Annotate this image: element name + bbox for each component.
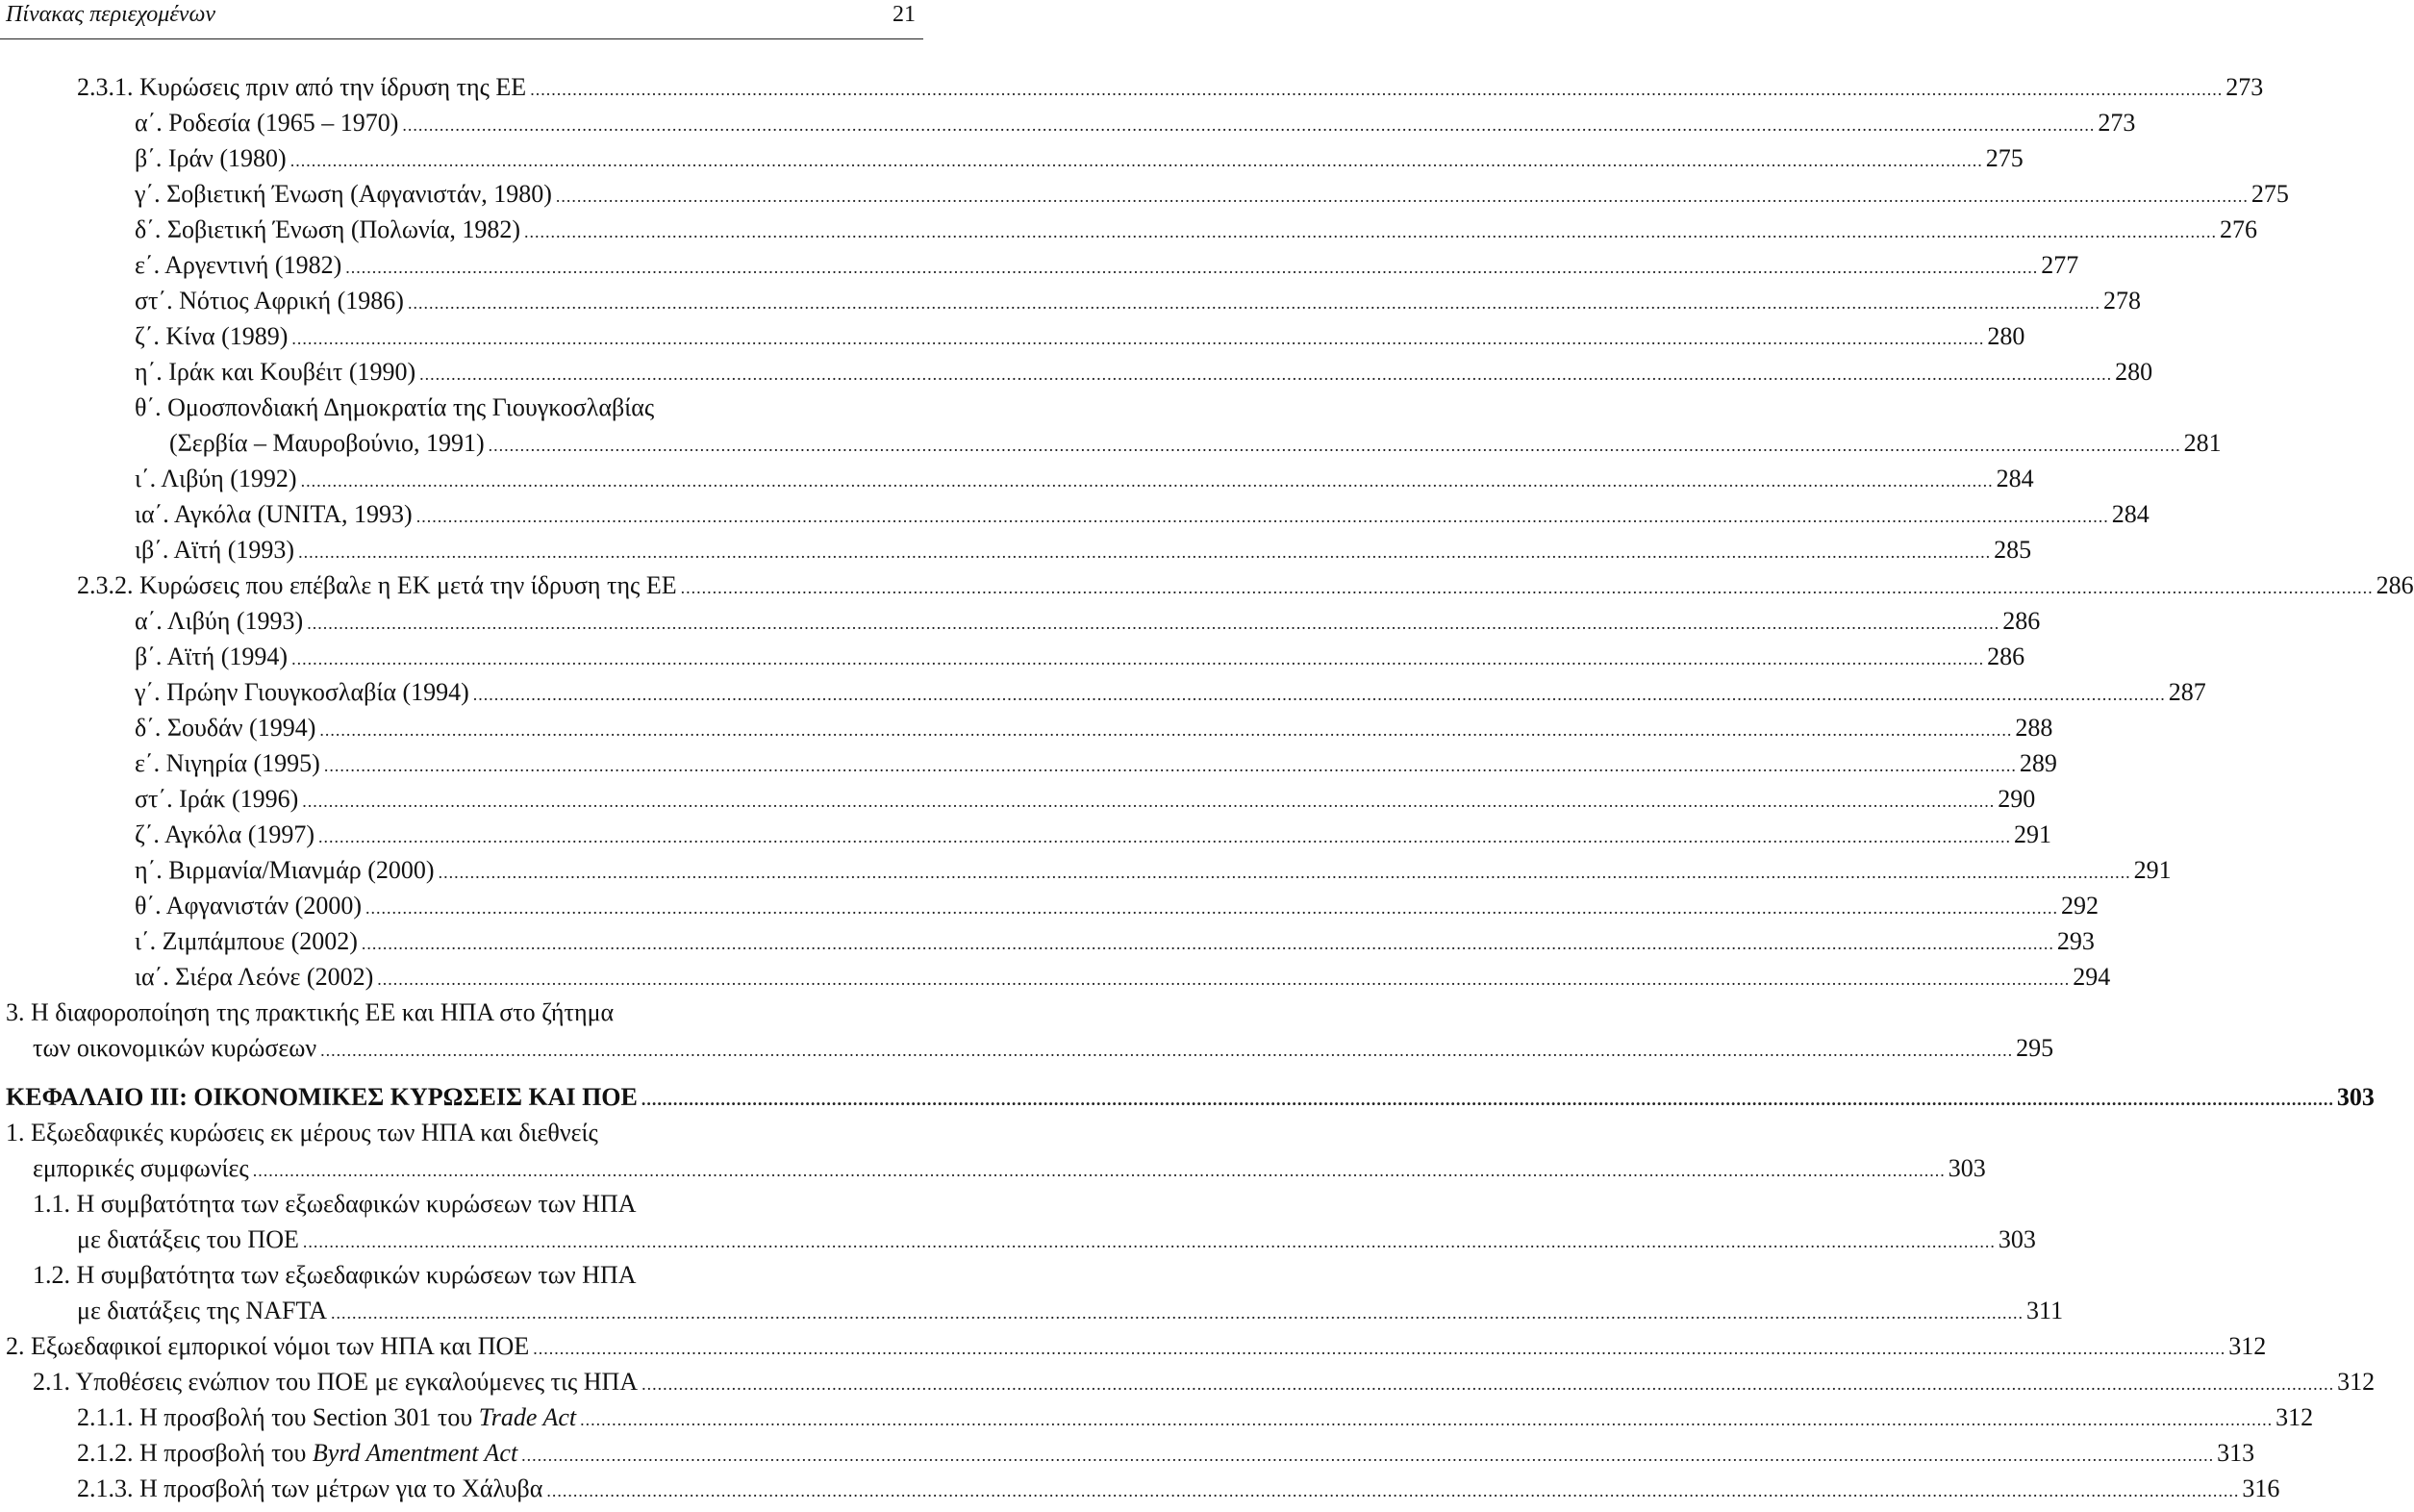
toc-entry-page: 293 — [2056, 927, 2095, 955]
dot-leader: ................................................................................................................................................................................................................................................................................................................................ — [407, 293, 2100, 313]
toc-entry[interactable] — [0, 496, 2150, 532]
dot-leader: ................................................................................................................................................................................................................................................................................................................................ — [533, 1339, 2226, 1358]
toc-entry-label: α΄. Ροδεσία (1965 – 1970) — [135, 109, 399, 137]
dot-leader: ................................................................................................................................................................................................................................................................................................................................ — [302, 792, 1996, 811]
toc-entry-page: 292 — [2060, 892, 2099, 920]
dot-leader: ................................................................................................................................................................................................................................................................................................................................ — [331, 1303, 2024, 1323]
page-header — [0, 0, 923, 39]
toc-entry-page: 289 — [2019, 749, 2057, 777]
toc-entry-page: 275 — [2251, 180, 2289, 208]
toc-entry-page: 284 — [1996, 465, 2034, 492]
toc-entry-label: β΄. Ιράν (1980) — [135, 144, 287, 172]
dot-leader: ................................................................................................................................................................................................................................................................................................................................ — [415, 507, 2109, 526]
toc-entry[interactable] — [0, 923, 2095, 959]
toc-entry-label: ιβ΄. Αϊτή (1993) — [135, 536, 295, 564]
toc-entry[interactable] — [0, 105, 2136, 140]
toc-entry-page: 291 — [2014, 820, 2052, 848]
toc-entry[interactable] — [0, 1471, 2280, 1506]
toc-entry-page: 312 — [2228, 1332, 2267, 1360]
dot-leader: ................................................................................................................................................................................................................................................................................................................................ — [530, 80, 2224, 99]
toc-entry-page: 288 — [2015, 714, 2053, 742]
toc-entry[interactable] — [0, 852, 2172, 888]
table-of-contents — [0, 69, 2414, 1506]
toc-entry-label: στ΄. Ιράκ (1996) — [135, 785, 299, 813]
toc-entry-label: γ΄. Πρώην Γιουγκοσλαβία (1994) — [135, 678, 469, 706]
toc-entry-page: 273 — [2225, 73, 2264, 101]
toc-entry-first-line: 1.2. Η συμβατότητα των εξωεδαφικών κυρώσεων των ΗΠΑ — [33, 1261, 637, 1289]
toc-entry[interactable] — [0, 674, 2206, 710]
toc-entry-label: η΄. Βιρμανία/Μιανμάρ (2000) — [135, 856, 435, 884]
dot-leader: ................................................................................................................................................................................................................................................................................................................................ — [419, 365, 2113, 384]
toc-entry-page: 285 — [1994, 536, 2032, 564]
toc-entry-page: 311 — [2026, 1297, 2064, 1324]
toc-entry-label: ζ΄. Κίνα (1989) — [135, 322, 289, 350]
toc-entry-page: 303 — [1948, 1154, 1986, 1182]
toc-entry-label: εμπορικές συμφωνίες — [33, 1154, 249, 1182]
toc-entry-page: 291 — [2133, 856, 2172, 884]
dot-leader: ................................................................................................................................................................................................................................................................................................................................ — [289, 151, 1983, 170]
toc-entry-label: με διατάξεις της NAFTA — [77, 1297, 328, 1324]
toc-entry-label: β΄. Αϊτή (1994) — [135, 643, 289, 670]
toc-entry-first-line: 1.1. Η συμβατότητα των εξωεδαφικών κυρώσεων των ΗΠΑ — [33, 1190, 637, 1218]
toc-entry-label: δ΄. Σουδάν (1994) — [135, 714, 316, 742]
dot-leader: ................................................................................................................................................................................................................................................................................................................................ — [438, 863, 2131, 882]
toc-entry-first-line: 1. Εξωεδαφικές κυρώσεις εκ μέρους των ΗΠΑ και διεθνείς — [6, 1119, 598, 1147]
toc-entry-label: 2.1.2. Η προσβολή του Byrd Amentment Act — [77, 1439, 518, 1467]
toc-entry-page: 313 — [2217, 1439, 2255, 1467]
toc-entry-label: ι΄. Λιβύη (1992) — [135, 465, 297, 492]
toc-entry[interactable] — [0, 212, 2258, 247]
toc-entry[interactable] — [0, 1293, 2064, 1328]
dot-leader: ................................................................................................................................................................................................................................................................................................................................ — [521, 1446, 2215, 1465]
toc-entry-page: 312 — [2276, 1403, 2314, 1431]
toc-entry-label: με διατάξεις του ΠΟΕ — [77, 1225, 299, 1253]
toc-entry-label: στ΄. Νότιος Αφρική (1986) — [135, 287, 404, 315]
toc-entry-label: ια΄. Αγκόλα (UNITA, 1993) — [135, 500, 413, 528]
toc-entry[interactable] — [0, 1435, 2255, 1471]
toc-entry-page: 290 — [1998, 785, 2036, 813]
toc-entry[interactable] — [0, 461, 2034, 496]
toc-entry-label: 2.1.1. Η προσβολή του Section 301 του Trade Act — [77, 1403, 577, 1431]
toc-entry[interactable] — [0, 639, 2025, 674]
toc-entry-page: 287 — [2168, 678, 2206, 706]
dot-leader: ................................................................................................................................................................................................................................................................................................................................ — [319, 720, 2013, 740]
toc-entry[interactable] — [0, 1222, 2036, 1257]
toc-entry-label: δ΄. Σοβιετική Ένωση (Πολωνία, 1982) — [135, 215, 521, 243]
toc-entry[interactable] — [0, 1030, 2054, 1066]
toc-entry-page: 273 — [2098, 109, 2136, 137]
toc-entry[interactable] — [0, 745, 2057, 781]
toc-entry[interactable] — [0, 532, 2032, 567]
toc-entry[interactable] — [0, 140, 2024, 176]
toc-entry-page: 276 — [2220, 215, 2258, 243]
toc-entry-label: των οικονομικών κυρώσεων — [33, 1034, 317, 1062]
toc-entry-label: 2.1. Υποθέσεις ενώπιον του ΠΟΕ με εγκαλούμενες τις ΗΠΑ — [33, 1368, 639, 1396]
toc-entry-page: 303 — [2336, 1083, 2375, 1111]
dot-leader: ................................................................................................................................................................................................................................................................................................................................ — [291, 649, 1985, 668]
toc-entry-label: η΄. Ιράκ και Κουβέιτ (1990) — [135, 358, 416, 386]
dot-leader: ................................................................................................................................................................................................................................................................................................................................ — [680, 578, 2374, 597]
dot-leader: ................................................................................................................................................................................................................................................................................................................................ — [488, 436, 2181, 455]
dot-leader: ................................................................................................................................................................................................................................................................................................................................ — [298, 542, 1992, 562]
dot-leader: ................................................................................................................................................................................................................................................................................................................................ — [546, 1481, 2240, 1500]
toc-entry[interactable] — [0, 69, 2264, 105]
dot-leader: ................................................................................................................................................................................................................................................................................................................................ — [472, 685, 2166, 704]
toc-entry-label: θ΄. Αφγανιστάν (2000) — [135, 892, 362, 920]
toc-entry-page: 286 — [2376, 571, 2414, 599]
toc-entry-page: 280 — [2115, 358, 2153, 386]
toc-entry[interactable] — [0, 1364, 2376, 1399]
toc-entry[interactable] — [0, 888, 2099, 923]
toc-entry[interactable] — [0, 283, 2141, 318]
toc-entry[interactable] — [0, 318, 2025, 354]
toc-entry[interactable] — [0, 354, 2153, 390]
toc-entry-page: 277 — [2041, 251, 2079, 279]
dot-leader: ................................................................................................................................................................................................................................................................................................................................ — [555, 187, 2249, 206]
toc-entry-first-line: 3. Η διαφοροποίηση της πρακτικής ΕΕ και ΗΠΑ στο ζήτημα — [6, 998, 615, 1026]
toc-entry[interactable] — [0, 567, 2414, 603]
dot-leader: ................................................................................................................................................................................................................................................................................................................................ — [641, 1374, 2335, 1394]
toc-entry-page: 275 — [1985, 144, 2024, 172]
running-head-title: Πίνακας περιεχομένων — [6, 2, 216, 27]
dot-leader: ................................................................................................................................................................................................................................................................................................................................ — [291, 329, 1985, 348]
toc-entry[interactable] — [0, 817, 2052, 852]
dot-leader: ................................................................................................................................................................................................................................................................................................................................ — [365, 898, 2058, 918]
toc-entry-label: ι΄. Ζιμπάμπουε (2002) — [135, 927, 358, 955]
dot-leader: ................................................................................................................................................................................................................................................................................................................................ — [252, 1161, 1946, 1180]
dot-leader: ................................................................................................................................................................................................................................................................................................................................ — [580, 1410, 2274, 1429]
toc-entry-label: ζ΄. Αγκόλα (1997) — [135, 820, 315, 848]
dot-leader: ................................................................................................................................................................................................................................................................................................................................ — [524, 222, 2218, 241]
dot-leader: ................................................................................................................................................................................................................................................................................................................................ — [361, 934, 2054, 953]
toc-entry[interactable] — [0, 176, 2289, 212]
dot-leader: ................................................................................................................................................................................................................................................................................................................................ — [302, 1232, 1996, 1251]
toc-entry-page: 303 — [1998, 1225, 2036, 1253]
toc-entry-label: 2.1.3. Η προσβολή των μέτρων για το Χάλυβα — [77, 1474, 543, 1502]
dot-leader: ................................................................................................................................................................................................................................................................................................................................ — [300, 471, 1994, 491]
toc-entry-first-line: θ΄. Ομοσπονδιακή Δημοκρατία της Γιουγκοσλαβίας — [135, 393, 655, 421]
dot-leader: ................................................................................................................................................................................................................................................................................................................................ — [345, 258, 2039, 277]
toc-entry-page: 294 — [2073, 963, 2111, 991]
dot-leader: ................................................................................................................................................................................................................................................................................................................................ — [377, 970, 2071, 989]
toc-entry[interactable] — [0, 710, 2053, 745]
toc-entry-page: 295 — [2016, 1034, 2054, 1062]
toc-entry-page: 286 — [1987, 643, 2025, 670]
toc-entry-page: 316 — [2242, 1474, 2280, 1502]
toc-entry-label: 2. Εξωεδαφικοί εμπορικοί νόμοι των ΗΠΑ και ΠΟΕ — [6, 1332, 530, 1360]
toc-entry-label: 2.3.1. Κυρώσεις πριν από την ίδρυση της ΕΕ — [77, 73, 527, 101]
dot-leader: ................................................................................................................................................................................................................................................................................................................................ — [318, 827, 2012, 846]
toc-entry-label: (Σερβία – Μαυροβούνιο, 1991) — [169, 429, 485, 457]
toc-entry-page: 278 — [2102, 287, 2141, 315]
toc-entry[interactable] — [0, 247, 2079, 283]
dot-leader: ................................................................................................................................................................................................................................................................................................................................ — [323, 756, 2017, 775]
toc-entry[interactable] — [0, 959, 2111, 995]
toc-entry-label: γ΄. Σοβιετική Ένωση (Αφγανιστάν, 1980) — [135, 180, 552, 208]
dot-leader: ................................................................................................................................................................................................................................................................................................................................ — [307, 614, 2000, 633]
toc-entry-label: 2.3.2. Κυρώσεις που επέβαλε η ΕΚ μετά την ίδρυση της ΕΕ — [77, 571, 677, 599]
toc-entry-label: ε΄. Αργεντινή (1982) — [135, 251, 342, 279]
dot-leader: ................................................................................................................................................................................................................................................................................................................................ — [402, 115, 2096, 135]
toc-entry-label: ΚΕΦΑΛΑΙΟ ΙΙΙ: ΟΙΚΟΝΟΜΙΚΕΣ ΚΥΡΩΣΕΙΣ ΚΑΙ ΠΟΕ — [6, 1083, 638, 1111]
toc-entry[interactable] — [0, 1399, 2314, 1435]
toc-entry[interactable] — [0, 781, 2036, 817]
toc-entry-label: α΄. Λιβύη (1993) — [135, 607, 304, 635]
dot-leader: ................................................................................................................................................................................................................................................................................................................................ — [641, 1090, 2334, 1109]
toc-entry-label: ε΄. Νιγηρία (1995) — [135, 749, 320, 777]
dot-leader: ................................................................................................................................................................................................................................................................................................................................ — [320, 1041, 2014, 1060]
toc-entry[interactable] — [0, 603, 2041, 639]
toc-entry-label: ια΄. Σιέρα Λεόνε (2002) — [135, 963, 374, 991]
toc-entry[interactable] — [0, 1328, 2267, 1364]
toc-entry-page: 284 — [2111, 500, 2150, 528]
toc-entry[interactable] — [0, 1079, 2375, 1115]
toc-entry[interactable] — [0, 425, 2222, 461]
toc-entry-page: 281 — [2183, 429, 2222, 457]
page-number: 21 — [893, 2, 916, 27]
toc-entry[interactable] — [0, 1150, 1986, 1186]
toc-entry-page: 280 — [1987, 322, 2025, 350]
toc-entry-page: 286 — [2002, 607, 2041, 635]
toc-entry-page: 312 — [2337, 1368, 2376, 1396]
